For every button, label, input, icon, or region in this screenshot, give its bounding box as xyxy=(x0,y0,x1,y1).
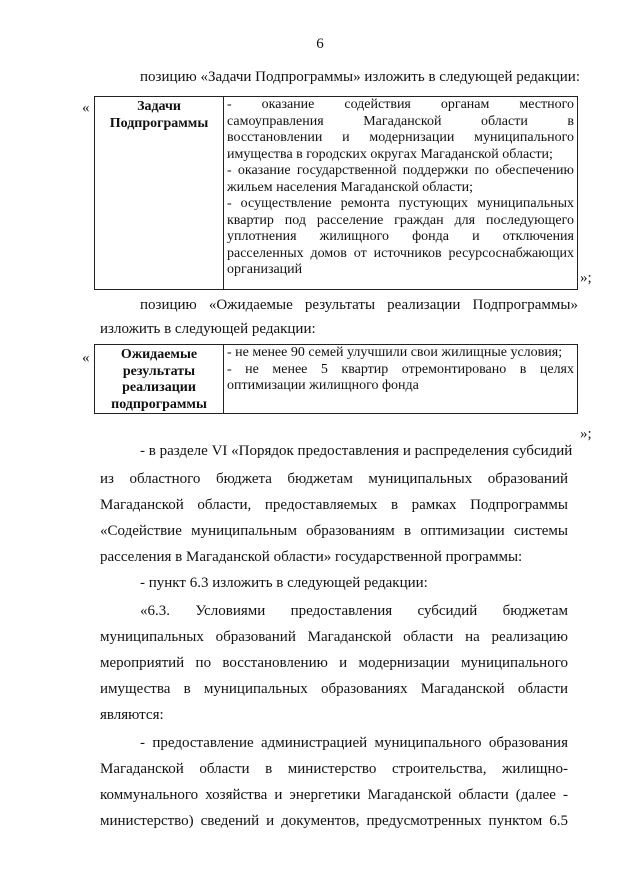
tasks-content-cell xyxy=(224,97,578,290)
body-line: министерство) сведений и документов, предусмотренных пунктом 6.5 xyxy=(100,813,568,829)
tasks-label-cell xyxy=(95,97,224,290)
table1-close-quote: »; xyxy=(580,270,592,286)
body-line: - в разделе VI «Порядок предоставления и распределения субсидий xyxy=(140,443,573,459)
results-content-line: - не менее 90 семей улучшили свои жилищные условия; xyxy=(227,345,563,360)
results-label-line: Ожидаемые xyxy=(120,347,198,362)
body-line: расселения в Магаданской области» государственной программы: xyxy=(100,549,523,565)
tasks-content-line: организаций xyxy=(227,262,303,277)
tasks-content-line: - оказание государственной поддержки по обеспечению xyxy=(227,163,574,178)
tasks-table xyxy=(94,96,578,290)
body-line: мероприятий по восстановлению и модернизации муниципального xyxy=(100,655,568,671)
intro-paragraph-results-cont: изложить в следующей редакции: xyxy=(100,321,316,337)
tasks-content-line: - осуществление ремонта пустующих муниципальных xyxy=(227,196,574,211)
results-content-line: - не менее 5 квартир отремонтировано в целях xyxy=(227,361,574,377)
body-line: муниципальных образований Магаданской области на реализацию xyxy=(100,629,568,645)
results-content-cell xyxy=(224,345,578,414)
body-line: имущества в муниципальных образованиях Магаданской области xyxy=(100,681,568,697)
tasks-content-line: восстановлении и модернизации муниципального xyxy=(227,130,574,145)
results-label-line: подпрограммы xyxy=(111,396,207,412)
tasks-content-line: жильем населения Магаданской области; xyxy=(227,179,473,195)
tasks-content-line: расселенных домов от источников ресурсоснабжающих xyxy=(227,245,574,261)
results-content-line: оптимизации жилищного фонда xyxy=(227,378,419,393)
body-line: Магаданской области, предоставляемых в рамках Подпрограммы xyxy=(100,497,568,513)
tasks-content-line: квартир под расселение граждан для последующего xyxy=(227,212,574,228)
body-line: «6.3. Условиями предоставления субсидий бюджетам xyxy=(140,603,568,619)
body-line: - пункт 6.3 изложить в следующей редакции: xyxy=(140,575,428,591)
table2-close-quote: »; xyxy=(580,426,592,442)
intro-paragraph-results: позицию «Ожидаемые результаты реализации Подпрограммы» xyxy=(140,297,578,313)
body-line: являются: xyxy=(100,707,164,723)
results-label-line: результаты xyxy=(122,363,196,379)
intro-paragraph-tasks: позицию «Задачи Подпрограммы» изложить в следующей редакции: xyxy=(140,69,581,85)
tasks-content-line: самоуправления Магаданской области в xyxy=(227,113,574,129)
results-label-cell xyxy=(95,345,224,414)
table1-open-quote: « xyxy=(82,100,90,116)
results-table xyxy=(94,344,578,414)
body-line: Магаданской области в министерство строительства, жилищно- xyxy=(100,761,568,777)
tasks-content-line: уплотнения жилищного фонда и отключения xyxy=(227,229,574,244)
body-line: из областного бюджета бюджетам муниципальных образований xyxy=(100,471,568,487)
body-line: «Содействие муниципальным образованиям в оптимизации системы xyxy=(100,523,568,539)
results-label-line: реализации xyxy=(122,380,196,395)
tasks-content-line: имущества в городских округах Магаданской области; xyxy=(227,146,553,162)
body-line: - предоставление администрацией муниципального образования xyxy=(140,735,568,751)
tasks-label-line: Подпрограммы xyxy=(109,115,209,131)
body-line: коммунального хозяйства и энергетики Магаданской области (далее - xyxy=(100,787,568,803)
tasks-label-line: Задачи xyxy=(137,99,181,114)
page-number: 6 xyxy=(316,36,324,52)
tasks-content-line: - оказание содействия органам местного xyxy=(227,97,574,112)
table2-open-quote: « xyxy=(82,350,90,366)
